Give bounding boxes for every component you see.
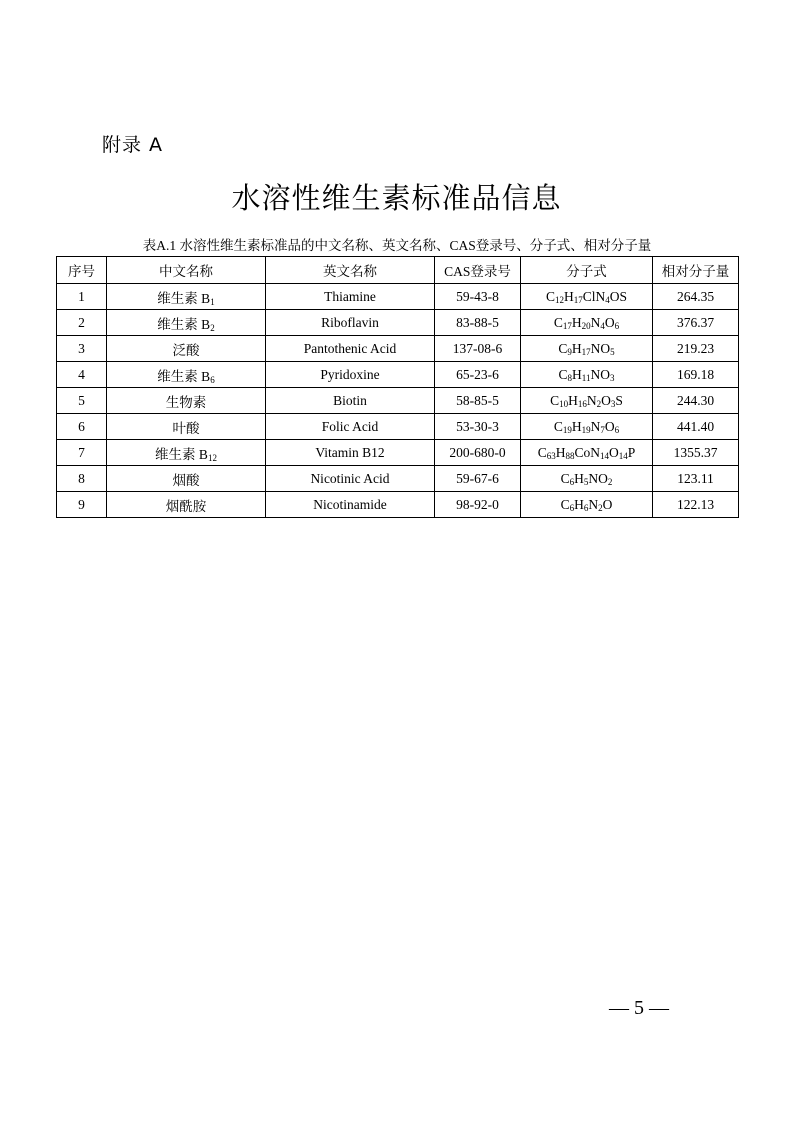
cell-cas: 59-43-8 (435, 284, 521, 310)
cell-mw: 219.23 (653, 336, 739, 362)
formula-element: H (563, 288, 574, 304)
table-body (57, 284, 739, 518)
formula-subscript: 7 (600, 424, 605, 435)
formula-element: C (553, 314, 563, 330)
formula-element: H (571, 340, 582, 356)
cell-cas: 137-08-6 (435, 336, 521, 362)
cn-name-text: 维生素 B (157, 290, 211, 306)
formula-element: N (586, 392, 597, 408)
cell-mw: 123.11 (653, 466, 739, 492)
formula-element: O (601, 392, 611, 408)
header-cn-name: 中文名称 (107, 257, 266, 284)
table-row (57, 310, 739, 336)
table-row (57, 362, 739, 388)
formula-element: NO (588, 470, 608, 486)
cell-en-name: Nicotinamide (266, 492, 435, 518)
cell-mw: 441.40 (653, 414, 739, 440)
header-cas: CAS登录号 (435, 257, 521, 284)
cell-cas: 59-67-6 (435, 466, 521, 492)
table-caption: 表A.1 水溶性维生素标准品的中文名称、英文名称、CAS登录号、分子式、相对分子量 (142, 238, 652, 253)
cn-name-text: 生物素 (165, 394, 207, 410)
cn-name-text: 烟酸 (172, 472, 200, 488)
header-mw: 相对分子量 (653, 257, 739, 284)
formula-subscript: 6 (569, 476, 575, 487)
cell-no: 2 (57, 310, 107, 336)
formula-subscript: 17 (562, 320, 572, 331)
formula-element: O (604, 418, 615, 434)
formula-subscript: 16 (577, 398, 587, 409)
cell-mw: 376.37 (653, 310, 739, 336)
formula-element: H (555, 444, 566, 460)
table-row (57, 492, 739, 518)
formula-subscript: 63 (546, 450, 556, 461)
cell-en-name: Pantothenic Acid (266, 336, 435, 362)
formula-subscript: 4 (600, 320, 605, 331)
formula-subscript: 19 (562, 424, 572, 435)
formula-element: H (571, 314, 582, 330)
cell-mw: 169.18 (653, 362, 739, 388)
cell-cas: 58-85-5 (435, 388, 521, 414)
cell-formula (521, 440, 653, 466)
cell-formula (521, 466, 653, 492)
table-row (57, 440, 739, 466)
cell-no: 8 (57, 466, 107, 492)
formula-element: C (558, 366, 568, 382)
cell-en-name: Pyridoxine (266, 362, 435, 388)
formula-element: H (571, 418, 582, 434)
cell-mw: 264.35 (653, 284, 739, 310)
table-row (57, 388, 739, 414)
page-number: — 5 — (609, 997, 669, 1019)
cell-en-name: Folic Acid (266, 414, 435, 440)
formula-subscript: 88 (565, 450, 575, 461)
cell-en-name: Biotin (266, 388, 435, 414)
cn-name-subscript: 2 (210, 322, 215, 333)
header-formula: 分子式 (521, 257, 653, 284)
formula-subscript: 9 (567, 346, 572, 357)
formula-element: O (602, 496, 613, 512)
cell-cas: 65-23-6 (435, 362, 521, 388)
formula-subscript: 6 (583, 502, 589, 513)
formula-subscript: 2 (596, 398, 602, 409)
cn-name-text: 叶酸 (172, 420, 200, 436)
formula-element: H (574, 496, 584, 512)
vitamin-standards-table (56, 256, 739, 518)
cell-no: 3 (57, 336, 107, 362)
formula-element: N (588, 496, 599, 512)
formula-subscript: 3 (609, 372, 615, 383)
cell-cn-name (107, 284, 266, 310)
cell-en-name: Riboflavin (266, 310, 435, 336)
formula-element: ClN (582, 288, 606, 304)
formula-element: NO (590, 340, 611, 356)
formula-subscript: 6 (569, 502, 575, 513)
formula-subscript: 12 (554, 294, 564, 305)
formula-element: H (568, 392, 578, 408)
formula-subscript: 2 (607, 476, 613, 487)
cell-formula (521, 336, 653, 362)
header-no: 序号 (57, 257, 107, 284)
cell-mw: 244.30 (653, 388, 739, 414)
cn-name-subscript: 1 (210, 296, 215, 307)
cell-en-name: Vitamin B12 (266, 440, 435, 466)
formula-element: O (604, 314, 615, 330)
cell-cn-name (107, 492, 266, 518)
formula-subscript: 14 (618, 450, 628, 461)
cell-cn-name (107, 362, 266, 388)
formula-element: CoN (574, 444, 600, 460)
cn-name-subscript: 12 (207, 452, 217, 463)
formula-element: H (572, 366, 582, 382)
formula-subscript: 11 (581, 372, 591, 383)
formula-subscript: 17 (573, 294, 583, 305)
cell-no: 6 (57, 414, 107, 440)
formula-subscript: 5 (610, 346, 615, 357)
formula-subscript: 10 (559, 398, 569, 409)
cell-cas: 200-680-0 (435, 440, 521, 466)
formula-subscript: 14 (600, 450, 609, 461)
formula-element: C (553, 418, 563, 434)
formula-element: OS (609, 288, 628, 304)
cn-name-text: 维生素 B (157, 368, 211, 384)
formula-subscript: 20 (581, 320, 591, 331)
formula-element: C (550, 392, 560, 408)
cell-cas: 83-88-5 (435, 310, 521, 336)
table-row (57, 414, 739, 440)
header-en-name: 英文名称 (266, 257, 435, 284)
cell-cn-name (107, 310, 266, 336)
cell-cn-name (107, 336, 266, 362)
cn-name-text: 维生素 B (157, 316, 211, 332)
formula-subscript: 4 (605, 294, 610, 305)
cell-cn-name (107, 466, 266, 492)
cn-name-text: 泛酸 (172, 342, 200, 358)
formula-element: C (537, 444, 547, 460)
appendix-label: 附录 A (102, 134, 164, 156)
cell-cn-name (107, 414, 266, 440)
cn-name-text: 烟酰胺 (165, 498, 207, 514)
cell-mw: 1355.37 (653, 440, 739, 466)
formula-element: C (558, 340, 568, 356)
cn-name-subscript: 6 (210, 374, 215, 385)
formula-subscript: 6 (614, 424, 620, 435)
cell-en-name: Thiamine (266, 284, 435, 310)
cell-en-name: Nicotinic Acid (266, 466, 435, 492)
formula-subscript: 3 (610, 398, 616, 409)
cell-cas: 98-92-0 (435, 492, 521, 518)
cell-formula (521, 492, 653, 518)
cell-formula (521, 362, 653, 388)
table-row (57, 336, 739, 362)
cell-cn-name (107, 440, 266, 466)
cell-no: 9 (57, 492, 107, 518)
formula-element: C (560, 496, 570, 512)
cell-no: 7 (57, 440, 107, 466)
cell-formula (521, 388, 653, 414)
formula-element: H (574, 470, 584, 486)
cell-no: 1 (57, 284, 107, 310)
cell-cas: 53-30-3 (435, 414, 521, 440)
formula-element: S (615, 392, 623, 408)
formula-subscript: 6 (614, 320, 620, 331)
cell-formula (521, 284, 653, 310)
table-header-row (57, 257, 739, 284)
formula-element: N (590, 418, 601, 434)
table-row (57, 466, 739, 492)
formula-subscript: 5 (583, 476, 589, 487)
cell-formula (521, 310, 653, 336)
formula-element: P (627, 444, 636, 460)
cell-formula (521, 414, 653, 440)
table-row (57, 284, 739, 310)
formula-subscript: 17 (581, 346, 591, 357)
formula-subscript: 2 (598, 502, 603, 513)
cell-cn-name (107, 388, 266, 414)
formula-element: N (590, 314, 601, 330)
cell-no: 5 (57, 388, 107, 414)
formula-subscript: 19 (581, 424, 591, 435)
formula-element: C (560, 470, 570, 486)
formula-subscript: 8 (567, 372, 573, 383)
cell-no: 4 (57, 362, 107, 388)
formula-element: O (609, 444, 619, 460)
cell-mw: 122.13 (653, 492, 739, 518)
formula-element: NO (590, 366, 610, 382)
formula-element: C (545, 288, 555, 304)
cn-name-text: 维生素 B (155, 446, 208, 462)
page-title: 水溶性维生素标准品信息 (231, 181, 562, 215)
